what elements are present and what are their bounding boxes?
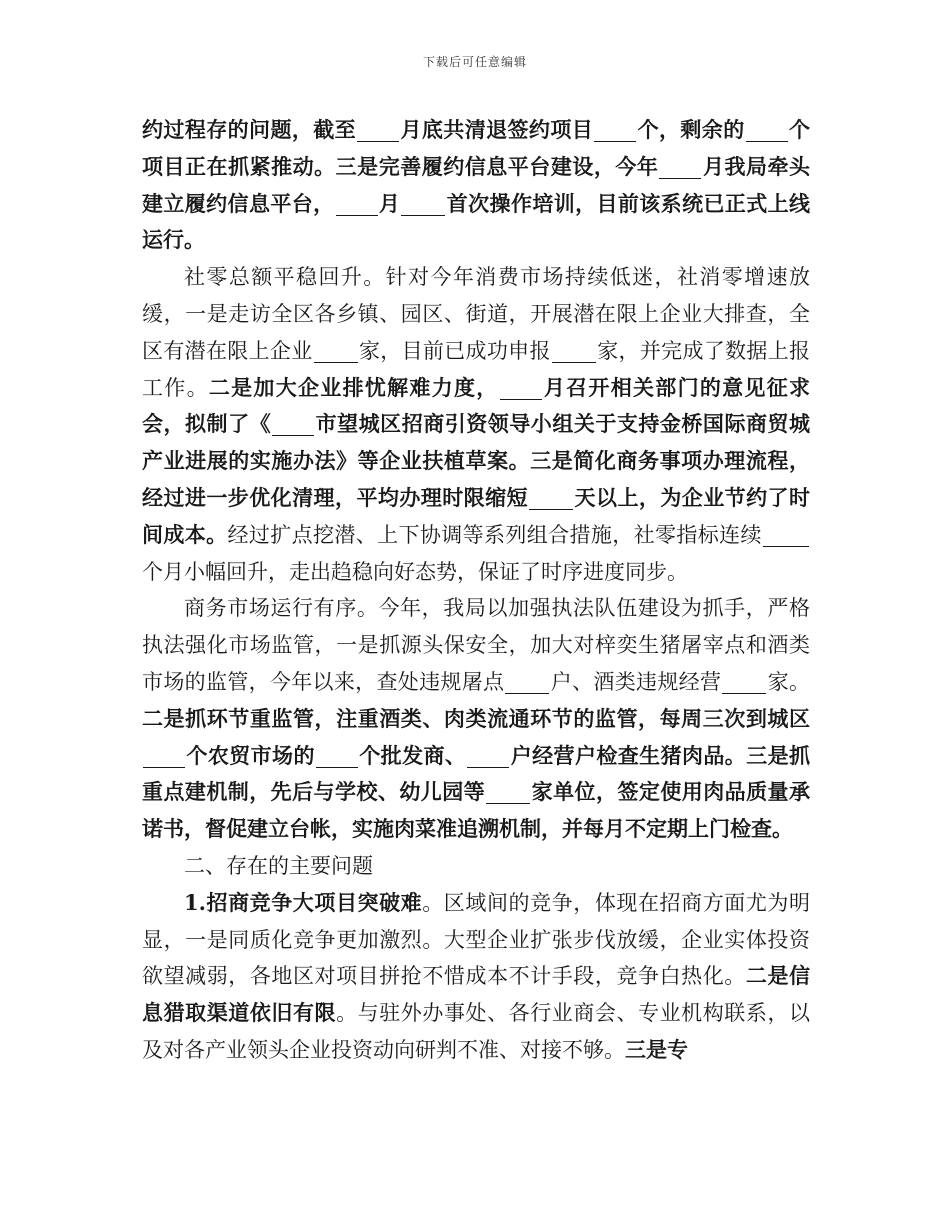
blank-field xyxy=(143,745,185,768)
blank-field xyxy=(552,340,596,363)
paragraph-investment-competition: 1.招商竞争大项目突破难。区域间的竞争，体现在招商方面尤为明显，一是同质化竞争更加激烈。大型企业扩张步伐放缓，企业实体投资欲望减弱，各地区对项目拼抢不惜成本不计手段，竞争白热化。二是信息猎取渠道依旧有限。与驻外办事处、各行业商会、专业机构联系，以及对各产业领头企业投资动向研判不准、对接不够。三是专 xyxy=(142,889,811,1062)
paragraph-retail-sales: 社零总额平稳回升。针对今年消费市场持续低迷，社消零增速放缓，一是走访全区各乡镇、园区、街道，开展潜在限上企业大排查，全区有潜在限上企业 家，目前已成功申报 家，并完成了数据上报工作。二是加大企业排忧解难力度， 月召开相关部门的意见征求会，拟制了《 市望城区招商引资领导小组关于支持金桥国际商贸城产业进展的实施办法》等企业扶植草案。三是简化商务事项办理流程，经过进一步优化清理，平均办理时限缩短 天以上，为企业节约了时间成本。经过扩点挖潜、上下协调等系列组合措施，社零指标连续个月小幅回升，走出趋稳向好态势，保证了时序进度同步。 xyxy=(142,265,811,584)
section-heading: 二、存在的主要问题 xyxy=(184,853,373,878)
blank-field xyxy=(486,781,530,804)
blank-field xyxy=(272,413,314,436)
paragraph-contract-cleanup: 约过程存的问题，截至 月底共清退签约项目 个，剩余的 个项目正在抓紧推动。三是完善履约信息平台建设，今年 月我局牵头建立履约信息平台， 月 首次操作培训，目前该系统已正式上线运行。 xyxy=(142,117,811,253)
blank-field xyxy=(722,671,766,694)
blank-field xyxy=(357,119,399,142)
blank-field xyxy=(594,119,636,142)
blank-field xyxy=(529,487,573,510)
document-body xyxy=(142,112,810,1069)
page-header: 下载后可任意编辑 xyxy=(422,55,527,69)
blank-field xyxy=(763,524,809,547)
blank-field xyxy=(314,340,358,363)
blank-field xyxy=(467,745,509,768)
blank-field xyxy=(505,671,549,694)
blank-field xyxy=(401,193,445,216)
blank-field xyxy=(746,119,788,142)
blank-field xyxy=(316,745,358,768)
blank-field xyxy=(659,156,701,179)
blank-field xyxy=(336,193,378,216)
paragraph-market-order: 商务市场运行有序。今年，我局以加强执法队伍建设为抓手，严格执法强化市场监管，一是抓源头保安全，加大对梓奕生猪屠宰点和酒类市场的监管，今年以来，查处违规屠点 户、酒类违规经营 家。二是抓环节重监管，注重酒类、肉类流通环节的监管，每周三次到城区个农贸市场的 个批发商、 户经营户检查生猪肉品。三是抓重点建机制，先后与学校、幼儿园等 家单位，签定使用肉品质量承诺书，督促建立台帐，实施肉菜准追溯机制，并每月不定期上门检查。 xyxy=(142,596,811,842)
blank-field xyxy=(500,377,542,400)
